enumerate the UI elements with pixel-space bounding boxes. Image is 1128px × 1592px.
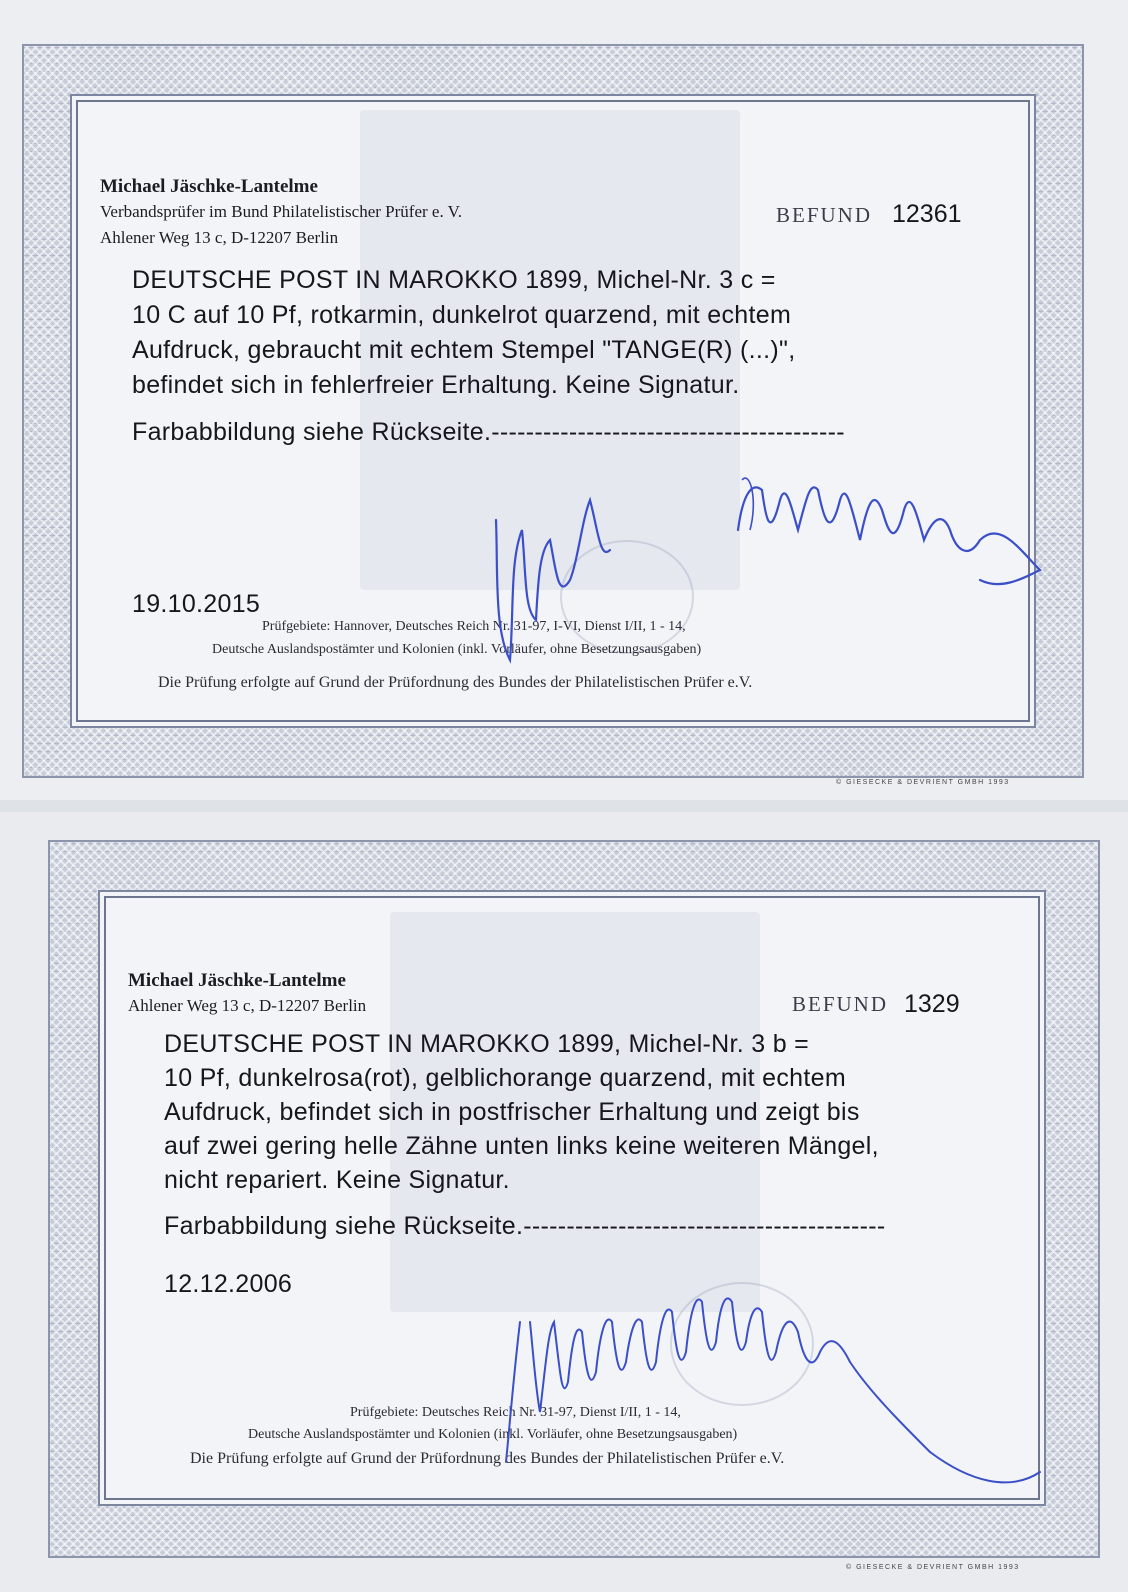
examiner-address: Ahlener Weg 13 c, D-12207 Berlin — [100, 228, 339, 247]
description-line: Aufdruck, gebraucht mit echtem Stempel "TANGE(R) (...)", — [132, 336, 796, 364]
sheet-gap — [0, 800, 1128, 812]
befund-number: 1329 — [904, 990, 960, 1018]
copyright-notice: © GIESECKE & DEVRIENT GMBH 1993 — [846, 1564, 1020, 1571]
description-line: auf zwei gering helle Zähne unten links keine weiteren Mängel, — [164, 1132, 879, 1160]
color-image-note: Farbabbildung siehe Rückseite.------------------------------------------ — [164, 1212, 886, 1240]
description-line: 10 Pf, dunkelrosa(rot), gelblichorange quarzend, mit echtem — [164, 1064, 846, 1092]
certificate-date: 12.12.2006 — [164, 1270, 293, 1298]
examiner-name: Michael Jäschke-Lantelme — [100, 176, 318, 197]
certificate-bottom — [0, 812, 1128, 1592]
description-line: DEUTSCHE POST IN MAROKKO 1899, Michel-Nr. 3 b = — [164, 1030, 810, 1058]
scope-line: Deutsche Auslandspostämter und Kolonien (inkl. Vorläufer, ohne Besetzungsausgaben) — [212, 642, 702, 657]
examiner-address: Ahlener Weg 13 c, D-12207 Berlin — [128, 996, 367, 1015]
copyright-notice: © GIESECKE & DEVRIENT GMBH 1993 — [836, 779, 1010, 786]
befund-label: BEFUND — [776, 203, 873, 227]
description-line: 10 C auf 10 Pf, rotkarmin, dunkelrot quarzend, mit echtem — [132, 301, 792, 329]
befund-number: 12361 — [892, 200, 962, 228]
description-line: befindet sich in fehlerfreier Erhaltung. Keine Signatur. — [132, 371, 740, 399]
description-line: Aufdruck, befindet sich in postfrischer Erhaltung und zeigt bis — [164, 1098, 860, 1126]
scope-line: Deutsche Auslandspostämter und Kolonien (inkl. Vorläufer, ohne Besetzungsausgaben) — [248, 1427, 738, 1442]
handwritten-signature — [480, 460, 1060, 700]
color-image-note: Farbabbildung siehe Rückseite.----------------------------------------- — [132, 418, 845, 446]
regulation-footer: Die Prüfung erfolgte auf Grund der Prüfordnung des Bundes der Philatelistischen Prüfer e.V. — [158, 674, 753, 691]
scope-line: Prüfgebiete: Hannover, Deutsches Reich Nr. 31-97, I-VI, Dienst I/II, 1 - 14, — [262, 619, 686, 634]
handwritten-signature — [500, 1282, 1080, 1522]
examiner-affiliation: Verbandsprüfer im Bund Philatelistischer Prüfer e. V. — [100, 202, 462, 221]
regulation-footer: Die Prüfung erfolgte auf Grund der Prüfordnung des Bundes der Philatelistischen Prüfer e.V. — [190, 1450, 785, 1467]
scope-line: Prüfgebiete: Deutsches Reich Nr. 31-97, Dienst I/II, 1 - 14, — [350, 1405, 681, 1420]
befund-label: BEFUND — [792, 992, 889, 1016]
certificate-date: 19.10.2015 — [132, 590, 261, 618]
examiner-name: Michael Jäschke-Lantelme — [128, 970, 346, 991]
description-line: DEUTSCHE POST IN MAROKKO 1899, Michel-Nr. 3 c = — [132, 266, 776, 294]
description-line: nicht repariert. Keine Signatur. — [164, 1166, 510, 1194]
